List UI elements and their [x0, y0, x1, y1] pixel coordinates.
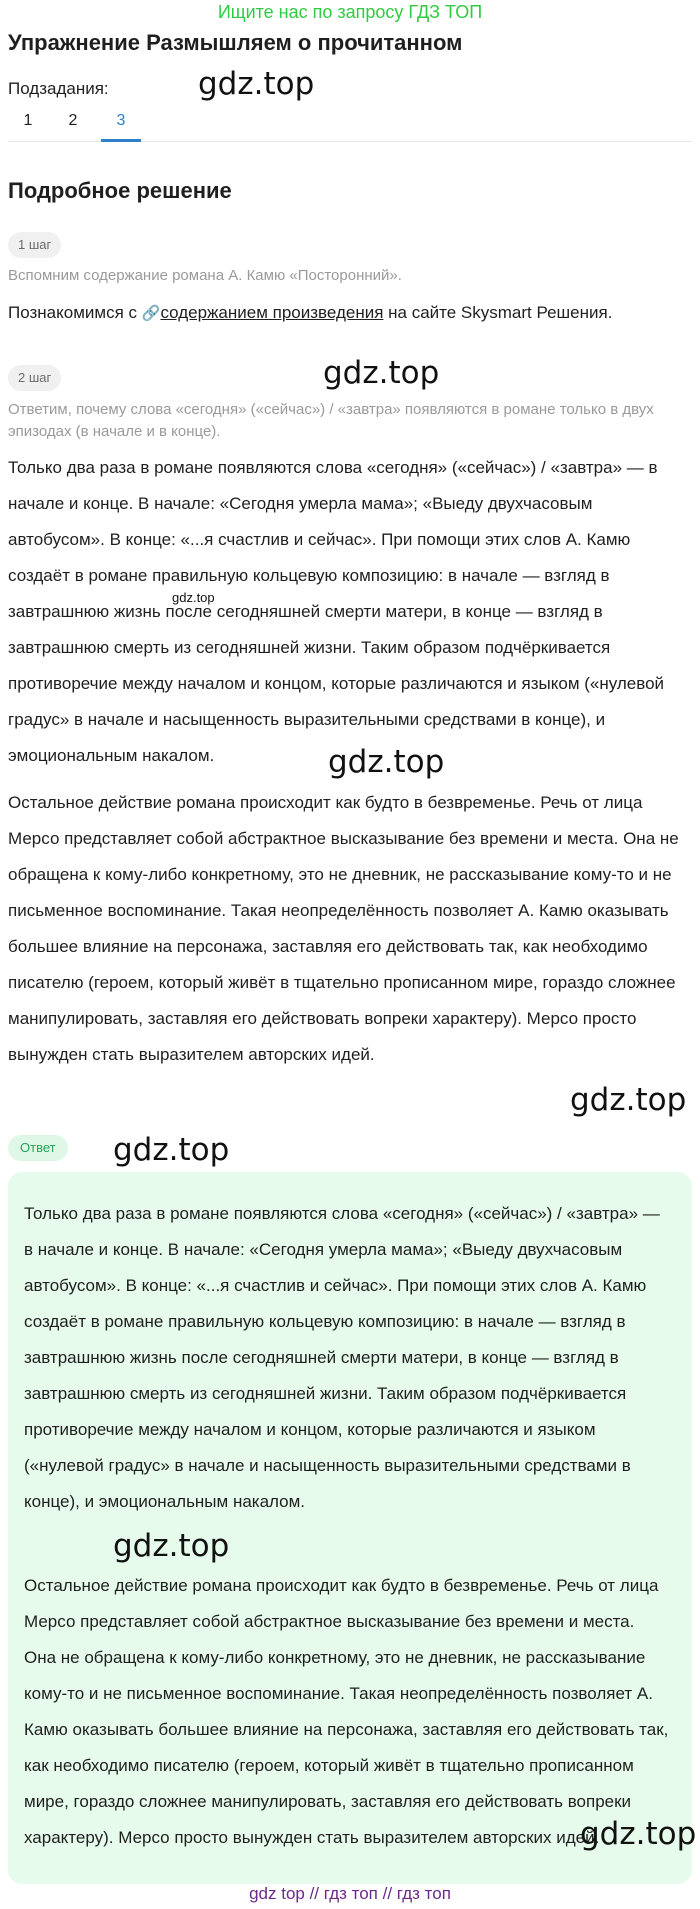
- step-2-badge: 2 шаг: [8, 365, 61, 391]
- watermark: gdz.top: [580, 1816, 697, 1852]
- search-hint-banner: Ищите нас по запросу ГДЗ ТОП: [217, 2, 483, 22]
- step-2-paragraph-1: Только два раза в романе появляются слова «сегодня» («сейчас») / «завтра» — в начале и конце. В начале: «Сегодня умерла мама»; «Выеду двухчасовым автобусом». В конце: «...я счастлив и сейчас». При помощи этих слов А. Камю создаёт в романе правильную кольцевую композицию: в начале — взгляд в завтрашнюю жизнь после сегодняшней смерти матери, в конце — взгляд в завтрашнюю смерть из сегодняшней жизни. Таким образом подчёркивается противоречие между началом и концом, которые различаются и языком («нулевой градус» в начале и насыщенность выразительными средствами в конце), и эмоциональным накалом.: [8, 458, 665, 765]
- step-1-hint: Вспомним содержание романа А. Камю «Посторонний».: [8, 267, 402, 284]
- step-1-text: [8, 295, 692, 332]
- answer-paragraph-1: Только два раза в романе появляются слова «сегодня» («сейчас») / «завтра» — в начале и конце. В начале: «Сегодня умерла мама»; «Выеду двухчасовым автобусом». В конце: «...я счастлив и сейчас». При помощи этих слов А. Камю создаёт в романе правильную кольцевую композицию: в начале — взгляд в завтрашнюю жизнь после сегодняшней смерти матери, в конце — взгляд в завтрашнюю смерть из сегодняшней жизни. Таким образом подчёркивается противоречие между началом и концом, которые различаются и языком («нулевой градус» в начале и насыщенность выразительными средствами в конце), и эмоциональным накалом.: [24, 1204, 660, 1511]
- footer-links: gdz top // гдз топ // гдз топ: [249, 1884, 451, 1903]
- tab-1[interactable]: 1: [23, 112, 33, 129]
- watermark: gdz.top: [328, 744, 445, 780]
- watermark: gdz.top: [570, 1082, 687, 1118]
- watermark: gdz.top: [113, 1528, 230, 1564]
- link-icon: 🔗: [141, 305, 161, 322]
- step-2-paragraph-2: Остальное действие романа происходит как будто в безвременье. Речь от лица Мерсо представляет собой абстрактное высказывание без времени и места. Она не обращена к кому-либо конкретному, это не дневник, не рассказывание кому-то и не письменное воспоминание. Такая неопределённость позволяет А. Камю оказывать большее влияние на персонажа, заставляя его действовать так, как необходимо писателю (героем, который живёт в тщательно прописанном мире, гораздо сложнее манипулировать, заставляя его действовать вопреки характеру). Мерсо просто вынужден стать выразителем авторских идей.: [8, 793, 679, 1064]
- watermark: gdz.top: [113, 1132, 230, 1168]
- tab-3[interactable]: 3: [101, 110, 141, 142]
- answer-badge: Ответ: [8, 1135, 68, 1161]
- subtask-tabs: [8, 110, 692, 142]
- answer-paragraph-2: Остальное действие романа происходит как будто в безвременье. Речь от лица Мерсо представляет собой абстрактное высказывание без времени и места. Она не обращена к кому-либо конкретному, это не дневник, не рассказывание кому-то и не письменное воспоминание. Такая неопределённость позволяет А. Камю оказывать большее влияние на персонажа, заставляя его действовать так, как необходимо писателю (героем, который живёт в тщательно прописанном мире, гораздо сложнее манипулировать, заставляя его действовать вопреки характеру). Мерсо просто вынужден стать выразителем авторских идей.: [24, 1576, 669, 1847]
- step-2-hint: Ответим, почему слова «сегодня» («сейчас») / «завтра» появляются в романе только в двух эпизодах (в начале и в конце).: [8, 401, 654, 440]
- content-link[interactable]: содержанием произведения: [160, 303, 384, 322]
- page-title: Упражнение Размышляем о прочитанном: [8, 30, 463, 55]
- watermark: gdz.top: [198, 66, 315, 102]
- subtasks-label: Подзадания:: [8, 79, 109, 98]
- watermark: gdz.top: [172, 590, 215, 605]
- step-1-text-before: Познакомимся с: [8, 303, 138, 322]
- step-1-text-after: на сайте Skysmart Решения.: [388, 303, 613, 322]
- step-1-badge: 1 шаг: [8, 232, 61, 258]
- tab-2[interactable]: 2: [68, 112, 78, 129]
- watermark: gdz.top: [323, 355, 440, 391]
- section-title: Подробное решение: [8, 178, 232, 203]
